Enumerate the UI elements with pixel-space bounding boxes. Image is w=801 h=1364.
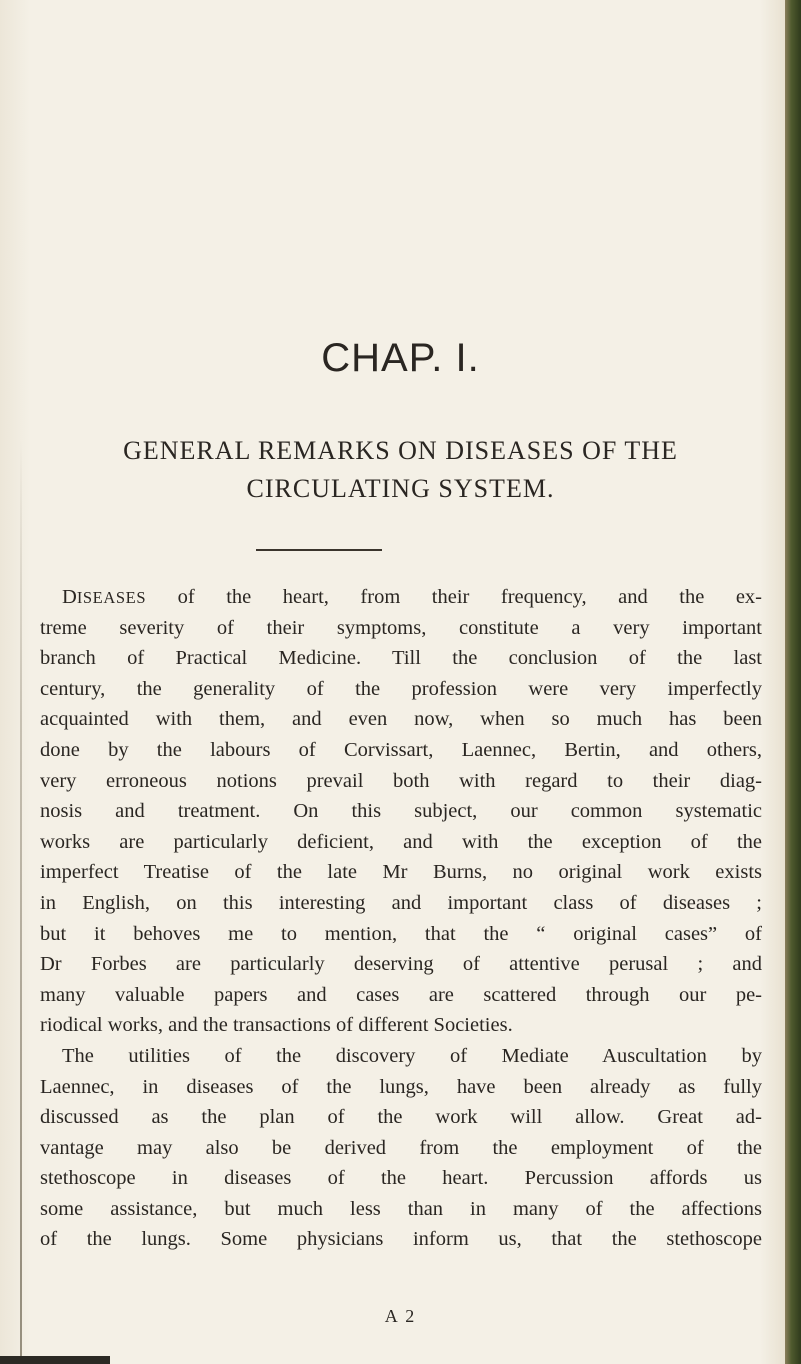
paragraph-2-line: Laennec, in diseases of the lungs, have been already as fully	[40, 1075, 762, 1098]
gutter-shadow	[20, 440, 22, 1360]
paragraph-1-line: but it behoves me to mention, that the “ original cases” of	[40, 922, 762, 945]
chapter-title: CHAP. I.	[321, 336, 480, 380]
paragraph-1-line: Dr Forbes are particularly deserving of attentive perusal ; and	[40, 953, 762, 976]
paragraph-2-line: some assistance, but much less than in many of the affections	[40, 1197, 762, 1220]
signature-mark: A 2	[384, 1306, 417, 1326]
chapter-heading-line-2: CIRCULATING SYSTEM.	[246, 474, 555, 503]
paragraph-1-line: in English, on this interesting and important class of diseases ;	[40, 891, 762, 914]
paragraph-1-line: imperfect Treatise of the late Mr Burns, no original work exists	[40, 861, 762, 884]
paragraph-2-line: stethoscope in diseases of the heart. Percussion affords us	[40, 1167, 762, 1190]
paragraph-1-line: works are particularly deficient, and with the exception of the	[40, 830, 762, 853]
binding-edge	[785, 0, 801, 1364]
paragraph-1-last-line: riodical works, and the transactions of different Societies.	[40, 1014, 513, 1037]
paragraph-1-line: branch of Practical Medicine. Till the conclusion of the last	[40, 647, 762, 670]
lead-smallcaps: ISEASES	[76, 588, 147, 607]
paragraph-1-line: done by the labours of Corvissart, Laennec, Bertin, and others,	[40, 738, 762, 761]
paragraph-2-line: The utilities of the discovery of Mediate Auscultation by	[62, 1044, 762, 1067]
paragraph-1-line: nosis and treatment. On this subject, our common systematic	[40, 800, 762, 823]
paragraph-1-line: acquainted with them, and even now, when so much has been	[40, 708, 762, 731]
heading-divider	[256, 549, 382, 551]
chapter-heading-line-1: GENERAL REMARKS ON DISEASES OF THE	[123, 436, 678, 465]
chapter-heading	[0, 432, 801, 508]
paragraph-1-line: century, the generality of the profession were very imperfectly	[40, 677, 762, 700]
paragraph-1-line-1	[40, 582, 762, 613]
lead-capital: D	[62, 586, 77, 608]
lead-line-rest: of the heart, from their frequency, and the ex-	[146, 586, 762, 608]
paragraph-2-line: discussed as the plan of the work will allow. Great ad-	[40, 1106, 762, 1129]
body-text	[40, 582, 762, 1255]
paragraph-1-line: treme severity of their symptoms, constitute a very important	[40, 616, 762, 639]
gutter-foot-mark	[0, 1356, 110, 1364]
paragraph-2-line: of the lungs. Some physicians inform us, that the stethoscope	[40, 1228, 762, 1251]
paragraph-1-line: many valuable papers and cases are scattered through our pe-	[40, 983, 762, 1006]
paragraph-2-line: vantage may also be derived from the employment of the	[40, 1136, 762, 1159]
paragraph-1-line: very erroneous notions prevail both with regard to their diag-	[40, 769, 762, 792]
